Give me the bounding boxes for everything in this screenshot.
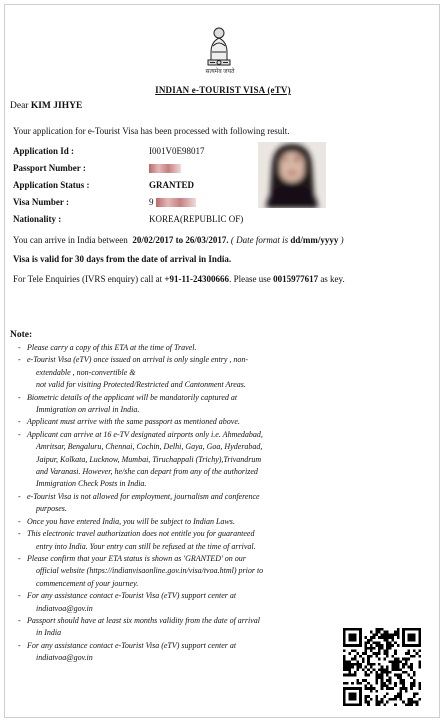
arrival-from-date: 20/02/2017	[132, 235, 174, 245]
field-label: Visa Number :	[13, 197, 69, 207]
field-label: Application Id :	[13, 146, 75, 156]
note-item: - For any assistance contact e-Tourist Visa (eTV) support center at indiatvoa@gov.in	[18, 590, 338, 615]
enquiry-key: 0015977617	[273, 274, 319, 284]
field-value	[149, 163, 181, 173]
emblem-motto: सत्यमेव जयते	[205, 69, 235, 75]
notes-list	[18, 342, 338, 665]
date-format: dd/mm/yyyy	[290, 235, 339, 245]
field-label: Passport Number :	[13, 163, 86, 173]
enquiry-phone: +91-11-24300666	[164, 274, 230, 284]
redaction-mark	[156, 198, 196, 207]
note-item: - Biometric details of the applicant will be mandatorily captured at Immigration on arrival in India.	[18, 392, 338, 417]
note-item: - Passport should have at least six months validity from the date of arrival in India	[18, 615, 338, 640]
note-item: - e-Tourist Visa (eTV) once issued on arrival is only single entry , non- extendable , non-convertible & not valid for visiting Protected/Restricted and Cantonment Areas.	[18, 354, 338, 391]
note-item: - Please confirm that your ETA status is shown as 'GRANTED' on our official website (https://indianvisaonline.gov.in/visa/tvoa.html) prior to commencement of your journey.	[18, 553, 338, 590]
field-value: KOREA(REPUBLIC OF)	[149, 214, 244, 224]
intro-text: Your application for e-Tourist Visa has been processed with following result.	[13, 126, 290, 136]
arrival-window: You can arrive in India between 20/02/2017 to 26/03/2017. ( Date format is dd/mm/yyyy )	[13, 235, 344, 245]
note-item: - This electronic travel authorization does not entitle you for guaranteed entry into India. Your entry can still be refused at the time of arrival.	[18, 528, 338, 553]
applicant-photo	[258, 142, 326, 208]
field-label: Application Status :	[13, 180, 90, 190]
note-item: - Applicant must arrive with the same passport as mentioned above.	[18, 416, 338, 428]
greeting	[10, 101, 82, 111]
arrival-to-date: 26/03/2017.	[185, 235, 229, 245]
greeting-prefix: Dear	[10, 101, 29, 111]
field-label: Nationality :	[13, 214, 62, 224]
field-value: GRANTED	[149, 180, 195, 190]
document-title: INDIAN e-TOURIST VISA (eTV)	[155, 85, 291, 95]
note-item: - Once you have entered India, you will be subject to Indian Laws.	[18, 516, 338, 528]
note-item: - Please carry a copy of this ETA at the time of Travel.	[18, 342, 338, 354]
notes-heading: Note:	[10, 330, 33, 340]
redaction-mark	[149, 164, 181, 173]
qr-code-icon	[343, 628, 421, 706]
note-item: - e-Tourist Visa is not allowed for employment, journalism and conference purposes.	[18, 491, 338, 516]
note-item: - Applicant can arrive at 16 e-TV designated airports only i.e. Ahmedabad, Amritsar, Bengaluru, Chennai, Cochin, Delhi, Gaya, Goa, Hyderabad, Jaipur, Kolkata, Lucknow, Mumbai, Tiruchappali (Trichy),Trivandrum and Varanasi. However, he/she can depart from any of the authorized Immigration Check Posts in India.	[18, 429, 338, 491]
field-value: 9	[149, 197, 196, 207]
validity-text: Visa is valid for 30 days from the date of arrival in India.	[13, 254, 232, 264]
note-item: - For any assistance contact e-Tourist Visa (eTV) support center at indiatvoa@gov.in	[18, 640, 338, 665]
field-value: I001V0E98017	[149, 146, 205, 156]
enquiry-text: For Tele Enquiries (IVRS enquiry) call at +91-11-24300666. Please use 0015977617 as key.	[13, 274, 345, 284]
applicant-name: KIM JIHYE	[30, 101, 83, 111]
